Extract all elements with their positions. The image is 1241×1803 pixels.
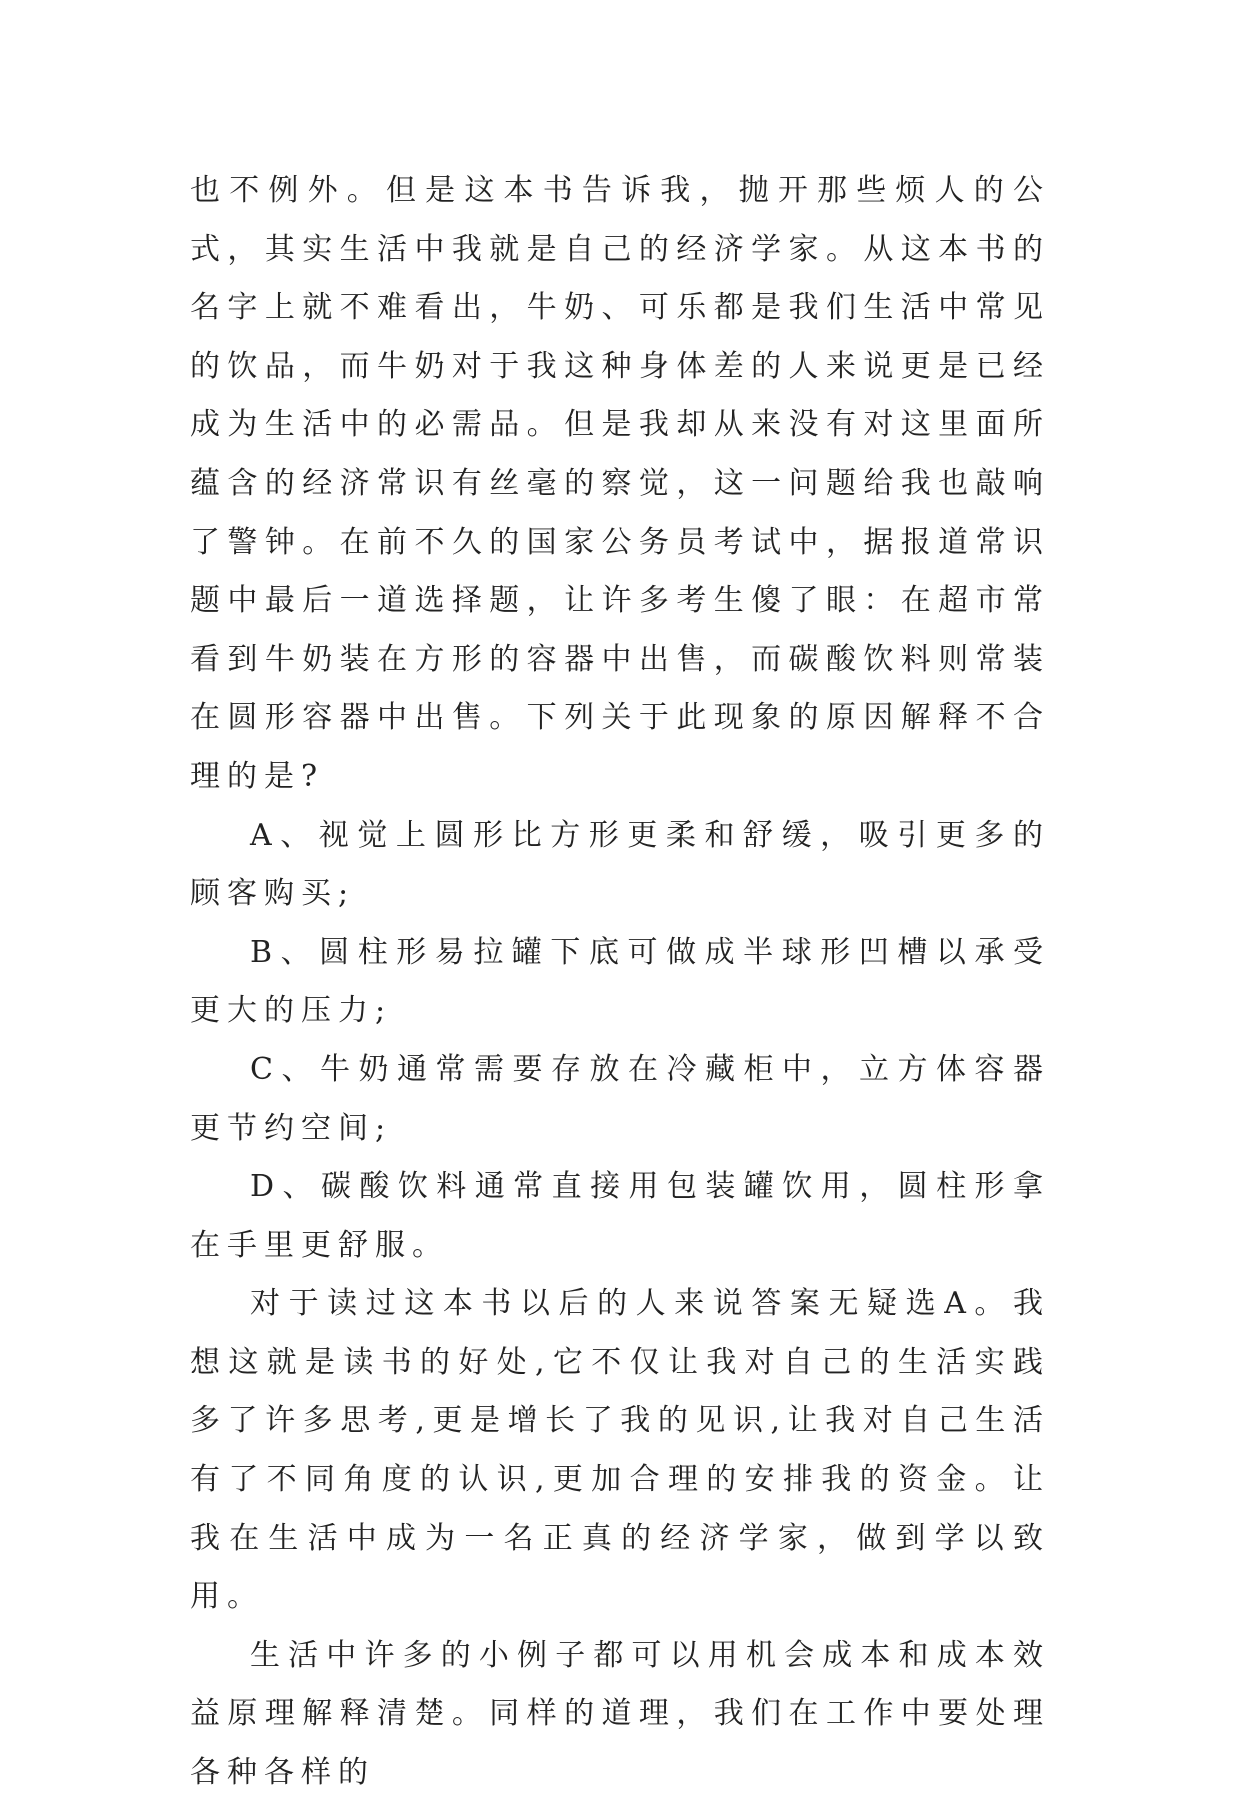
option-d: D、碳酸饮料通常直接用包装罐饮用，圆柱形拿在手里更舒服。 [190, 1169, 1050, 1263]
option-c: C、牛奶通常需要存放在冷藏柜中，立方体容器更节约空间; [190, 1051, 1050, 1146]
document-body [190, 162, 1050, 1803]
paragraph-answer: 对于读过这本书以后的人来说答案无疑选A。我想这就是读书的好处,它不仅让我对自己的生活实践多了许多思考,更是增长了我的见识,让我对自己生活有了不同角度的认识,更加合理的安排我的资金。让我在生活中成为一名正真的经济学家，做到学以致用。 [190, 1286, 1050, 1615]
option-b: B、圆柱形易拉罐下底可做成半球形凹槽以承受更大的压力; [190, 934, 1050, 1029]
paragraph-closing: 生活中许多的小例子都可以用机会成本和成本效益原理解释清楚。同样的道理，我们在工作中要处理各种各样的 [190, 1637, 1050, 1791]
option-a: A、视觉上圆形比方形更柔和舒缓，吸引更多的顾客购买; [190, 817, 1050, 912]
paragraph-intro: 也不例外。但是这本书告诉我，抛开那些烦人的公式，其实生活中我就是自己的经济学家。从这本书的名字上就不难看出，牛奶、可乐都是我们生活中常见的饮品，而牛奶对于我这种身体差的人来说更是已经成为生活中的必需品。但是我却从来没有对这里面所蕴含的经济常识有丝毫的察觉，这一问题给我也敲响了警钟。在前不久的国家公务员考试中，据报道常识题中最后一道选择题，让许多考生傻了眼：在超市常看到牛奶装在方形的容器中出售，而碳酸饮料则常装在圆形容器中出售。下列关于此现象的原因解释不合理的是? [190, 173, 1050, 794]
